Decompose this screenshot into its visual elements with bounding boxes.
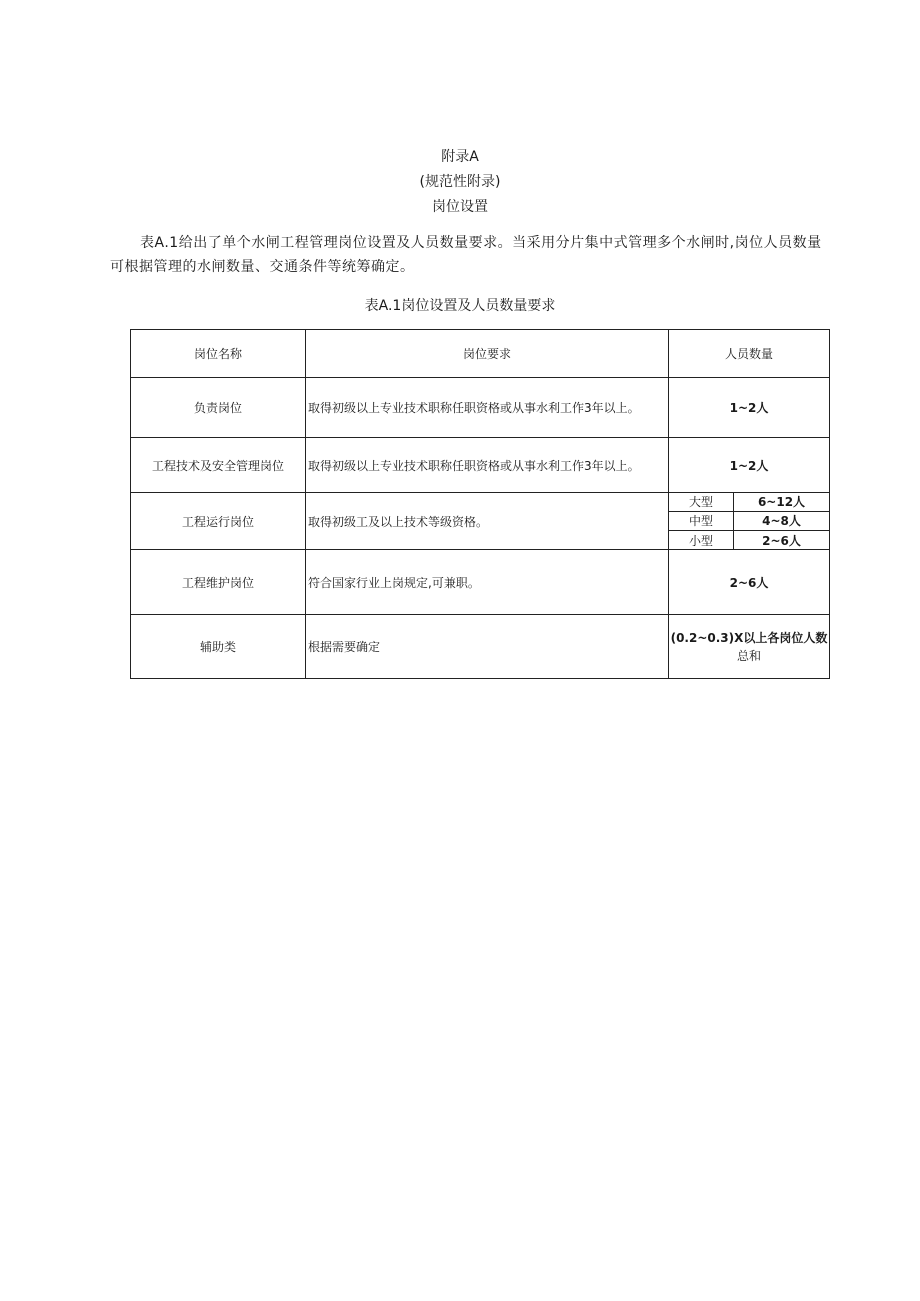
position-name: 工程维护岗位	[131, 550, 306, 615]
header-position-name: 岗位名称	[131, 330, 306, 378]
staffing-table	[130, 329, 830, 679]
position-requirement: 符合国家行业上岗规定,可兼职。	[306, 550, 669, 615]
staff-count-auxiliary	[669, 615, 830, 679]
table-row	[131, 550, 830, 615]
size-label: 大型	[669, 493, 734, 511]
position-name: 辅助类	[131, 615, 306, 679]
table-header-row	[131, 330, 830, 378]
appendix-title: 岗位设置	[432, 199, 488, 215]
size-label: 中型	[669, 511, 734, 530]
table-row	[131, 493, 830, 550]
size-count: 6~12人	[734, 493, 830, 511]
appendix-label: 附录A	[441, 149, 479, 165]
size-count-subtable	[669, 493, 829, 549]
size-row	[669, 531, 829, 550]
size-row	[669, 493, 829, 511]
position-requirement: 取得初级以上专业技术职称任职资格或从事水利工作3年以上。	[306, 378, 669, 438]
header-staff-count: 人员数量	[669, 330, 830, 378]
table-row	[131, 615, 830, 679]
staff-count: 2~6人	[669, 550, 830, 615]
table-row	[131, 378, 830, 438]
size-label: 小型	[669, 531, 734, 550]
position-requirement: 取得初级以上专业技术职称任职资格或从事水利工作3年以上。	[306, 438, 669, 493]
table-caption: 表A.1岗位设置及人员数量要求	[364, 298, 556, 314]
size-count: 2~6人	[734, 531, 830, 550]
size-row	[669, 511, 829, 530]
position-name: 负责岗位	[131, 378, 306, 438]
header-position-requirement: 岗位要求	[306, 330, 669, 378]
table-row	[131, 438, 830, 493]
staff-count: 1~2人	[669, 378, 830, 438]
intro-paragraph: 表A.1给出了单个水闸工程管理岗位设置及人员数量要求。当采用分片集中式管理多个水闸时,岗位人员数量可根据管理的水闸数量、交通条件等统筹确定。	[110, 235, 822, 275]
size-count: 4~8人	[734, 511, 830, 530]
aux-count-line2: 总和	[736, 648, 761, 663]
aux-count-line1: (0.2~0.3)X以上各岗位人数	[670, 630, 828, 645]
staff-count: 1~2人	[669, 438, 830, 493]
position-name: 工程运行岗位	[131, 493, 306, 550]
position-requirement: 根据需要确定	[306, 615, 669, 679]
position-requirement: 取得初级工及以上技术等级资格。	[306, 493, 669, 550]
position-name: 工程技术及安全管理岗位	[131, 438, 306, 493]
staff-count-by-size	[669, 493, 830, 550]
appendix-nature: (规范性附录)	[419, 174, 501, 190]
